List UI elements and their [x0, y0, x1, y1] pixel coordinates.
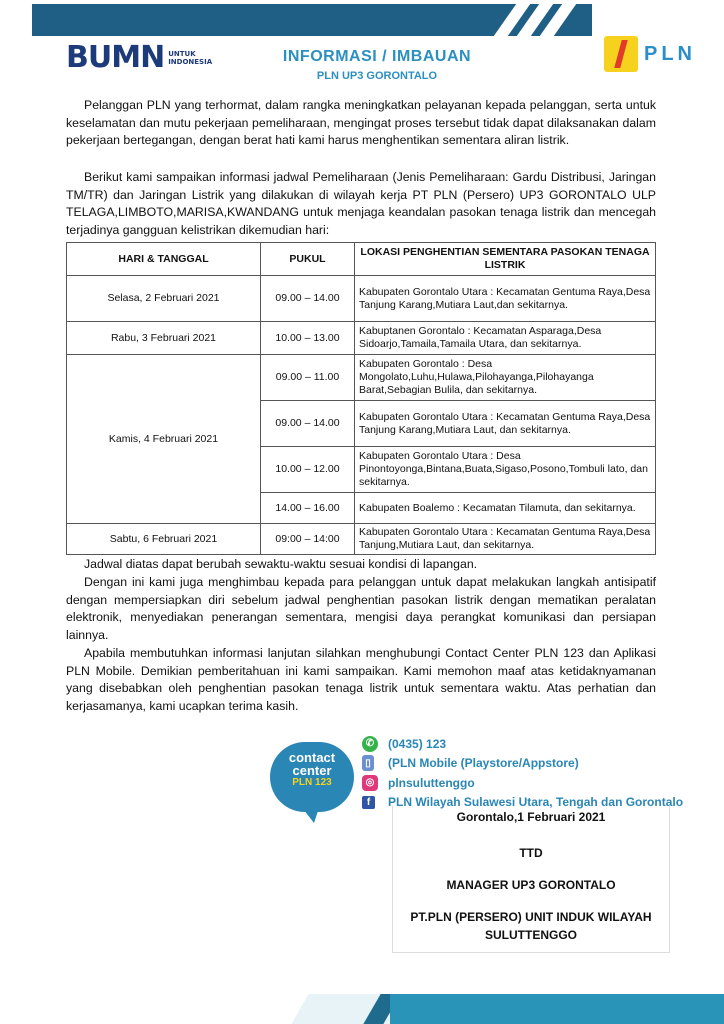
- note-paragraph: Jadwal diatas dapat berubah sewaktu-waktu sesuai kondisi di lapangan.: [84, 557, 478, 571]
- location-cell: Kabupaten Gorontalo Utara : Kecamatan Gentuma Raya,Desa Tanjung Karang,Mutiara Laut, dan sekitarnya.: [355, 401, 656, 447]
- phone-app-icon: ▯: [362, 755, 374, 771]
- pln-logo: [604, 36, 696, 72]
- location-cell: Kabupaten Gorontalo Utara : Kecamatan Gentuma Raya,Desa Tanjung Karang,Mutiara Laut,dan sekitarnya.: [355, 276, 656, 322]
- signature-place-date: Gorontalo,1 Februari 2021: [456, 810, 606, 824]
- contact-center-logo: [270, 742, 354, 812]
- bumn-logo-text: BUMN: [66, 40, 165, 75]
- table-row: [67, 276, 656, 322]
- table-row: [67, 355, 656, 401]
- contact-item-app[interactable]: [362, 754, 683, 774]
- location-cell: Kabupaten Gorontalo Utara : Kecamatan Gentuma Raya,Desa Tanjung,Mutiara Laut, dan sekitarnya.: [355, 524, 656, 555]
- time-cell: 10.00 – 12.00: [261, 447, 355, 493]
- table-row: [67, 524, 656, 555]
- contact-logo-line3: PLN 123: [292, 777, 332, 788]
- contact-facebook-text: PLN Wilayah Sulawesi Utara, Tengah dan Gorontalo: [388, 795, 684, 810]
- table-header-row: [67, 243, 656, 276]
- location-cell: Kabupaten Gorontalo Utara : Desa Pinontoyonga,Bintana,Buata,Sigaso,Posono,Tombuli lato, dan sekitarnya.: [355, 447, 656, 493]
- page-title: INFORMASI / IMBAUAN: [282, 48, 472, 65]
- time-cell: 09:00 – 14:00: [261, 524, 355, 555]
- time-cell: 14.00 – 16.00: [261, 493, 355, 524]
- time-cell: 09.00 – 14.00: [261, 401, 355, 447]
- whatsapp-icon: ✆: [362, 736, 378, 752]
- signature-ttd: TTD: [519, 846, 543, 860]
- day-cell: Kamis, 4 Februari 2021: [67, 355, 261, 524]
- signature-org-line2: SULUTTENGGO: [485, 928, 577, 942]
- bumn-logo: [66, 40, 212, 75]
- instagram-icon: ◎: [362, 775, 378, 791]
- header-location: LOKASI PENGHENTIAN SEMENTARA PASOKAN TENAGA LISTRIK: [355, 243, 656, 276]
- contact-item-instagram[interactable]: [362, 773, 683, 793]
- time-cell: 09.00 – 14.00: [261, 276, 355, 322]
- table-row: [67, 322, 656, 355]
- footer-band: [390, 994, 724, 1024]
- contact-logo-line2: center: [292, 763, 332, 778]
- intro-paragraph-2: Berikut kami sampaikan informasi jadwal Pemeliharaan (Jenis Pemeliharaan: Gardu Distribusi, Jaringan TM/TR) dan Jaringan Listrik yang dilakukan di wilayah kerja PT PLN (Persero) UP3 GORONTALO ULP TELAGA,LIMBOTO,MARISA,KWANDANG untuk menjaga keandalan pasokan tenaga listrik dan mencegah terjadinya gangguan kelistrikan dikemudian hari:: [66, 170, 656, 237]
- location-cell: Kabupaten Boalemo : Kecamatan Tilamuta, dan sekitarnya.: [355, 493, 656, 524]
- header-time: PUKUL: [261, 243, 355, 276]
- contact-app-text: (PLN Mobile (Playstore/Appstore): [388, 756, 579, 771]
- schedule-table: [66, 242, 656, 555]
- contact-item-phone[interactable]: [362, 734, 683, 754]
- page-subtitle: PLN UP3 GORONTALO: [316, 70, 438, 82]
- signature-position: MANAGER UP3 GORONTALO: [446, 878, 616, 892]
- pln-logo-text: PLN: [644, 42, 696, 65]
- bumn-logo-subtext: [168, 50, 212, 66]
- contact-logo-line1: contact: [288, 750, 336, 765]
- time-cell: 09.00 – 11.00: [261, 355, 355, 401]
- signature-org-line1: PT.PLN (PERSERO) UNIT INDUK WILAYAH: [410, 910, 652, 924]
- contact-list: [362, 734, 683, 812]
- appeal-paragraph: Dengan ini kami juga menghimbau kepada para pelanggan untuk dapat melakukan langkah antisipatif dengan mempersiapkan diri sebelum jadwal penghentian pasokan listrik dengan mematikan peralatan elektronik, menyediakan penerangan sementara, mengisi daya perangkat komunikasi dan persiapan lainnya.: [66, 575, 656, 642]
- location-cell: Kabuptanen Gorontalo : Kecamatan Asparaga,Desa Sidoarjo,Tamaila,Tamaila Utara, dan sekitarnya.: [355, 322, 656, 355]
- day-cell: Rabu, 3 Februari 2021: [67, 322, 261, 355]
- bumn-sub-line1: UNTUK: [168, 49, 196, 58]
- signature-block: [392, 806, 670, 953]
- bumn-sub-line2: INDONESIA: [168, 57, 213, 66]
- header-day: HARI & TANGGAL: [67, 243, 261, 276]
- day-cell: [67, 276, 261, 322]
- time-cell: 10.00 – 13.00: [261, 322, 355, 355]
- pln-lightning-icon: [604, 36, 638, 72]
- day-label: Selasa, 2 Februari 2021: [107, 292, 220, 304]
- location-cell: Kabupaten Gorontalo : Desa Mongolato,Luhu,Hulawa,Pilohayanga,Pilohayanga Barat,Sebagian Bulila, dan sekitarnya.: [355, 355, 656, 401]
- closing-paragraph: Apabila membutuhkan informasi lanjutan silahkan menghubungi Contact Center PLN 123 dan Aplikasi PLN Mobile. Demikian pemberitahuan ini kami sampaikan. Kami memohon maaf atas ketidaknyamanan yang disebabkan oleh penghentian pasokan tenaga listrik untuk sementara waktu. Atas perhatian dan kerjasamanya, kami ucapkan terima kasih.: [66, 646, 656, 713]
- contact-instagram-text: plnsuluttenggo: [388, 775, 475, 790]
- day-cell: Sabtu, 6 Februari 2021: [67, 524, 261, 555]
- intro-paragraph-1: Pelanggan PLN yang terhormat, dalam rangka meningkatkan pelayanan kepada pelanggan, serta untuk keselamatan dan mutu pekerjaan pemeliharaan, mengingat proses tersebut tidak dapat dilaksanakan dalam pekerjaan bertegangan, dengan berat hati kami harus menghentikan sementara aliran listrik.: [66, 98, 656, 147]
- contact-phone-text: (0435) 123: [388, 736, 447, 751]
- facebook-icon: f: [362, 796, 375, 809]
